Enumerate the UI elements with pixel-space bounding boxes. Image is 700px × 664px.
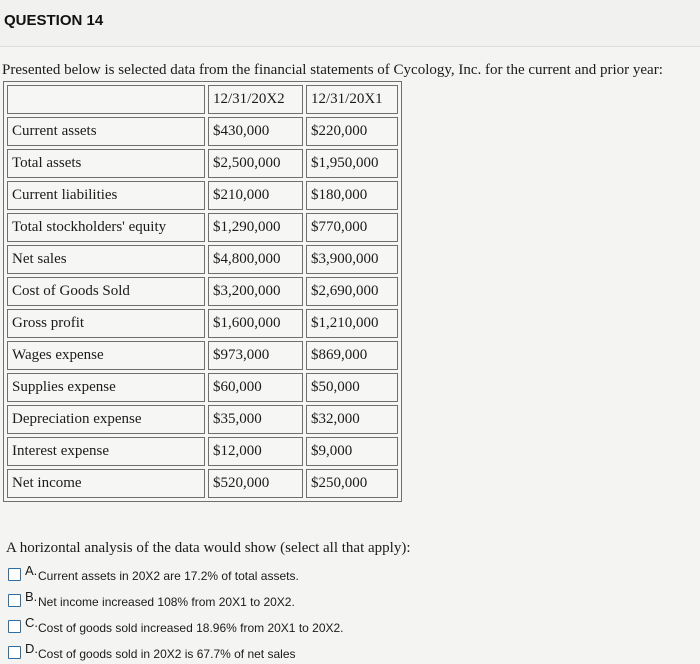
row-value: $50,000 [306,373,398,402]
table-row [7,181,398,210]
option-d-letter: D. [25,641,38,656]
option-c-text: Cost of goods sold increased 18.96% from 20X1 to 20X2. [38,621,344,635]
option-c-letter: C. [25,615,38,630]
table-row [7,469,398,498]
table-row [7,277,398,306]
row-value: $60,000 [208,373,303,402]
checkbox-b[interactable] [8,594,21,607]
question-title: QUESTION 14 [4,12,104,29]
row-value: $973,000 [208,341,303,370]
row-value: $1,210,000 [306,309,398,338]
row-label: Net sales [7,245,205,274]
row-label: Total assets [7,149,205,178]
table-row [7,149,398,178]
row-value: $3,200,000 [208,277,303,306]
row-value: $770,000 [306,213,398,242]
option-a-text: Current assets in 20X2 are 17.2% of total assets. [38,569,299,583]
table-header-row [7,85,398,114]
checkbox-a[interactable] [8,568,21,581]
row-value: $2,500,000 [208,149,303,178]
row-value: $35,000 [208,405,303,434]
column-header [7,85,205,114]
table-row [7,309,398,338]
row-value: $520,000 [208,469,303,498]
question-header [0,0,700,47]
row-label: Wages expense [7,341,205,370]
table-row [7,341,398,370]
question-prompt: A horizontal analysis of the data would show (select all that apply): [6,540,411,556]
option-a-letter: A. [25,563,38,578]
row-value: $4,800,000 [208,245,303,274]
row-label: Current liabilities [7,181,205,210]
row-value: $1,950,000 [306,149,398,178]
row-label: Gross profit [7,309,205,338]
row-value: $180,000 [306,181,398,210]
row-value: $1,600,000 [208,309,303,338]
row-label: Total stockholders' equity [7,213,205,242]
row-label: Net income [7,469,205,498]
table-row [7,117,398,146]
row-value: $220,000 [306,117,398,146]
row-value: $32,000 [306,405,398,434]
row-value: $250,000 [306,469,398,498]
option-b-letter: B. [25,589,38,604]
column-header: 12/31/20X1 [306,85,398,114]
column-header: 12/31/20X2 [208,85,303,114]
checkbox-c[interactable] [8,620,21,633]
row-value: $1,290,000 [208,213,303,242]
row-value: $430,000 [208,117,303,146]
row-value: $210,000 [208,181,303,210]
checkbox-d[interactable] [8,646,21,659]
row-label: Supplies expense [7,373,205,402]
option-b-text: Net income increased 108% from 20X1 to 20X2. [38,595,295,609]
financial-data-table [3,81,402,502]
row-label: Cost of Goods Sold [7,277,205,306]
row-label: Current assets [7,117,205,146]
row-value: $12,000 [208,437,303,466]
row-value: $9,000 [306,437,398,466]
table-row [7,245,398,274]
question-intro: Presented below is selected data from the financial statements of Cycology, Inc. for the current and prior year: [2,62,663,78]
table-row [7,213,398,242]
row-value: $3,900,000 [306,245,398,274]
row-value: $2,690,000 [306,277,398,306]
option-d-text: Cost of goods sold in 20X2 is 67.7% of net sales [38,647,296,661]
row-label: Interest expense [7,437,205,466]
row-label: Depreciation expense [7,405,205,434]
table-row [7,405,398,434]
row-value: $869,000 [306,341,398,370]
table-row [7,373,398,402]
table-row [7,437,398,466]
